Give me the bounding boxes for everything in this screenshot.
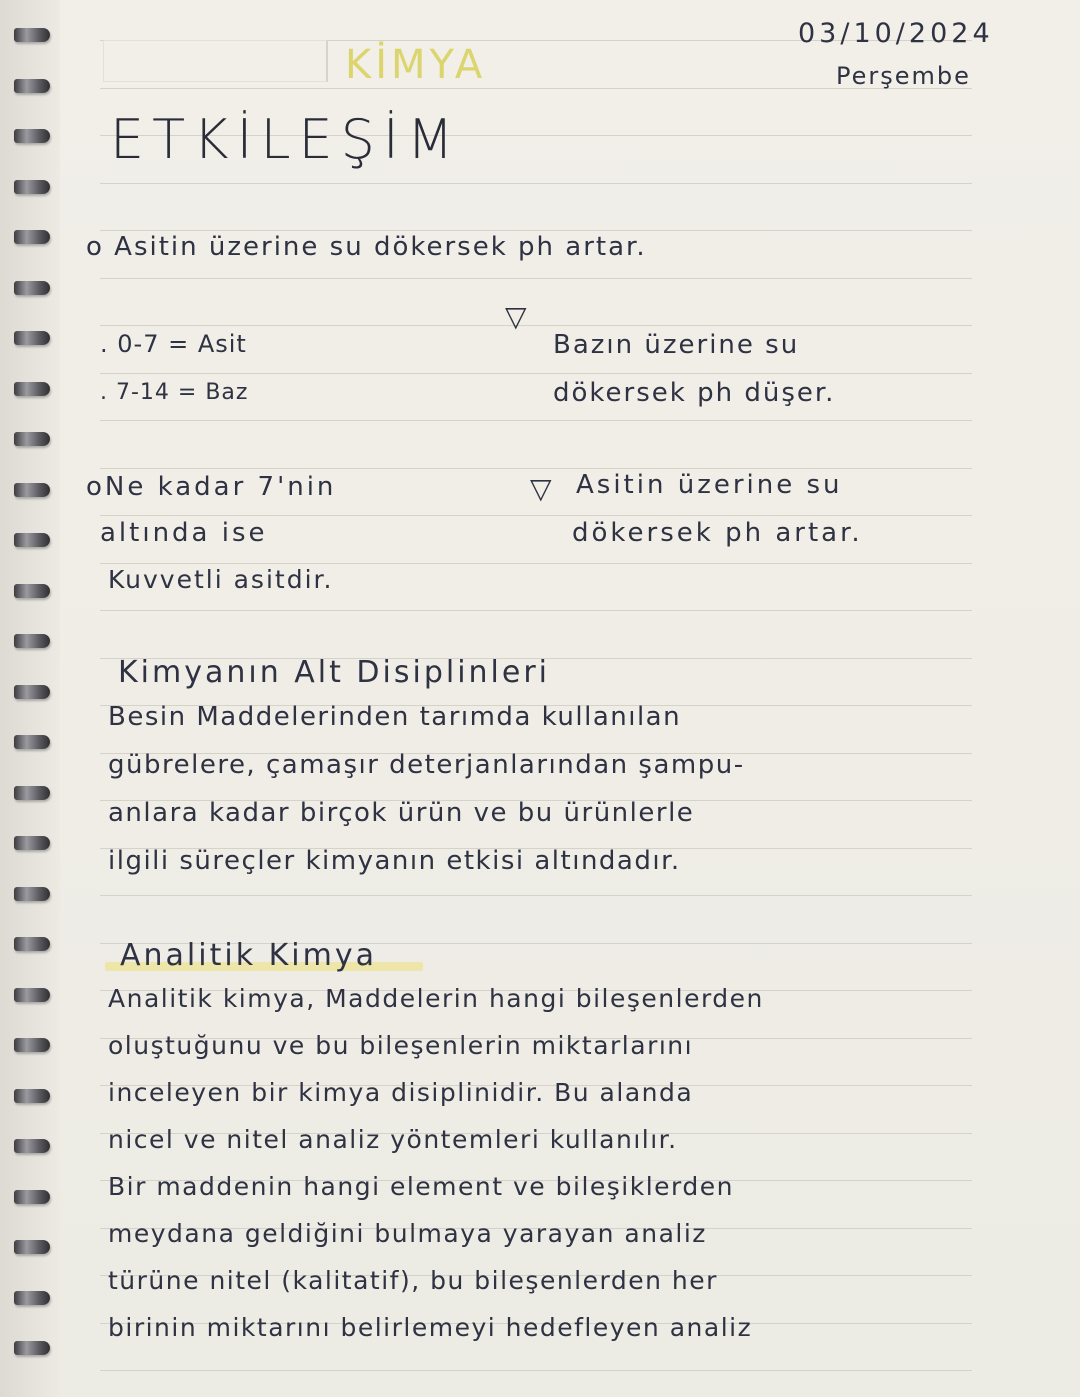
note-strength-3: Kuvvetli asitdir.	[108, 565, 334, 594]
spiral-ring	[14, 1089, 50, 1103]
ruled-line	[100, 230, 972, 231]
spiral-ring	[14, 483, 50, 497]
ruled-line	[100, 563, 972, 564]
spiral-ring	[14, 1038, 50, 1052]
spiral-ring	[14, 432, 50, 446]
body-text-line: gübrelere, çamaşır deterjanlarından şampu-	[108, 750, 745, 780]
spiral-ring	[14, 533, 50, 547]
body-text-line: oluştuğunu ve bu bileşenlerin miktarlarını	[108, 1031, 694, 1060]
spiral-ring	[14, 79, 50, 93]
body-text-line: ilgili süreçler kimyanın etkisi altındadır.	[108, 846, 681, 876]
body-text-line: Bir maddenin hangi element ve bileşiklerden	[108, 1172, 734, 1201]
note-water-on-acid-2: Asitin üzerine su	[576, 470, 843, 500]
ruled-line	[100, 610, 972, 611]
note-strength-1: oNe kadar 7'nin	[86, 472, 337, 502]
ruled-line	[100, 468, 972, 469]
spiral-ring	[14, 1139, 50, 1153]
page-title: ETKİLEŞİM	[110, 108, 462, 171]
ruled-line	[100, 325, 972, 326]
note-water-on-acid-2b: dökersek ph artar.	[572, 518, 863, 548]
spiral-ring	[14, 735, 50, 749]
subject-box	[103, 40, 328, 82]
date: 03/10/2024	[798, 18, 994, 49]
subject-label: KİMYA	[345, 42, 487, 88]
spiral-binding	[0, 0, 60, 1397]
weekday: Perşembe	[836, 62, 971, 90]
section-heading-subdisciplines: Kimyanın Alt Disiplinleri	[118, 655, 551, 690]
ruled-line	[100, 515, 972, 516]
spiral-ring	[14, 180, 50, 194]
spiral-ring	[14, 887, 50, 901]
body-text-line: nicel ve nitel analiz yöntemleri kullanılır.	[108, 1125, 678, 1154]
body-text-line: meydana geldiğini bulmaya yarayan analiz	[108, 1219, 707, 1248]
note-water-on-base-2: dökersek ph düşer.	[553, 378, 836, 408]
spiral-ring	[14, 685, 50, 699]
section-heading-analytical: Analitik Kimya	[120, 938, 377, 973]
spiral-ring	[14, 1240, 50, 1254]
spiral-ring	[14, 28, 50, 42]
range-base: . 7-14 = Baz	[100, 380, 249, 405]
spiral-ring	[14, 634, 50, 648]
body-text-line: Besin Maddelerinden tarımda kullanılan	[108, 702, 682, 732]
warning-triangle-icon: ▽	[530, 472, 553, 505]
spiral-ring	[14, 786, 50, 800]
ruled-line	[100, 183, 972, 184]
spiral-ring	[14, 937, 50, 951]
note-water-on-base-1: Bazın üzerine su	[553, 330, 800, 360]
note-water-on-acid: o Asitin üzerine su dökersek ph artar.	[86, 232, 647, 262]
warning-triangle-icon: ▽	[505, 300, 528, 333]
ruled-line	[100, 1370, 972, 1371]
spiral-ring	[14, 230, 50, 244]
ruled-line	[100, 278, 972, 279]
spiral-ring	[14, 1291, 50, 1305]
spiral-ring	[14, 331, 50, 345]
body-text-line: inceleyen bir kimya disiplinidir. Bu alanda	[108, 1078, 694, 1107]
spiral-ring	[14, 1341, 50, 1355]
body-text-line: türüne nitel (kalitatif), bu bileşenlerden her	[108, 1266, 718, 1295]
spiral-ring	[14, 1190, 50, 1204]
spiral-ring	[14, 281, 50, 295]
range-acid: . 0-7 = Asit	[100, 330, 247, 358]
ruled-line	[100, 895, 972, 896]
spiral-ring	[14, 988, 50, 1002]
spiral-ring	[14, 382, 50, 396]
body-text-line: birinin miktarını belirlemeyi hedefleyen analiz	[108, 1313, 753, 1342]
ruled-line	[100, 420, 972, 421]
ruled-line	[100, 373, 972, 374]
spiral-ring	[14, 836, 50, 850]
body-text-line: anlara kadar birçok ürün ve bu ürünlerle	[108, 798, 695, 828]
spiral-ring	[14, 129, 50, 143]
spiral-ring	[14, 584, 50, 598]
note-strength-2: altında ise	[100, 518, 268, 548]
body-text-line: Analitik kimya, Maddelerin hangi bileşenlerden	[108, 984, 764, 1013]
